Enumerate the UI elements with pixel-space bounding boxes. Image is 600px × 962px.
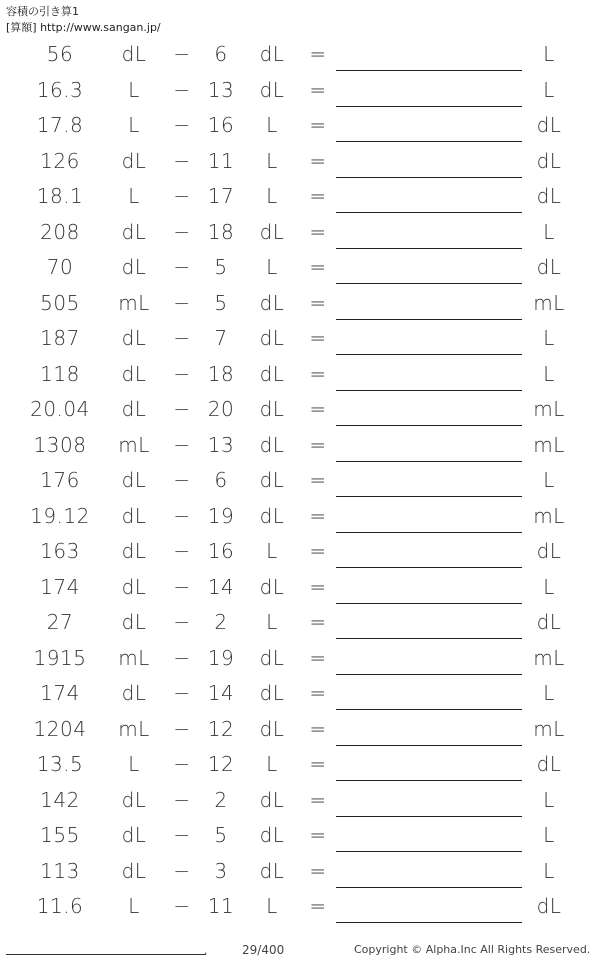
- answer-unit: dL: [536, 894, 562, 918]
- answer-blank[interactable]: [336, 70, 522, 71]
- footer: [0, 940, 600, 962]
- problem-row: [0, 215, 600, 251]
- page-number: 29/400: [242, 943, 285, 957]
- equals-sign: =: [309, 752, 327, 776]
- unit-b: L: [266, 539, 278, 563]
- unit-a: mL: [118, 290, 150, 315]
- problem-row: [0, 499, 600, 535]
- answer-blank[interactable]: [336, 141, 522, 142]
- answer-blank[interactable]: [336, 567, 522, 568]
- minus-sign: −: [173, 184, 191, 208]
- unit-b: dL: [259, 397, 285, 421]
- answer-blank[interactable]: [336, 780, 522, 781]
- value-a: 126: [40, 148, 80, 173]
- value-a: 1308: [33, 432, 87, 457]
- unit-b: dL: [259, 645, 285, 670]
- unit-b: dL: [259, 787, 285, 812]
- answer-unit: L: [543, 787, 555, 812]
- unit-b: dL: [259, 219, 285, 244]
- answer-unit: L: [543, 361, 555, 386]
- value-b: 13: [207, 77, 235, 102]
- problem-row: [0, 357, 600, 393]
- minus-sign: −: [173, 574, 191, 599]
- answer-unit: dL: [536, 539, 562, 563]
- unit-b: dL: [259, 77, 285, 102]
- minus-sign: −: [173, 148, 191, 173]
- answer-blank[interactable]: [336, 851, 522, 852]
- equals-sign: =: [309, 255, 327, 279]
- value-b: 11: [207, 148, 235, 173]
- answer-blank[interactable]: [336, 390, 522, 391]
- unit-a: dL: [121, 539, 147, 563]
- equals-sign: =: [309, 574, 327, 599]
- problem-row: [0, 250, 600, 286]
- worksheet-title: 容積の引き算1: [6, 5, 79, 18]
- equals-sign: =: [309, 184, 327, 208]
- value-b: 7: [214, 326, 228, 350]
- minus-sign: −: [173, 397, 191, 421]
- answer-blank[interactable]: [336, 283, 522, 284]
- unit-a: dL: [121, 681, 147, 705]
- equals-sign: =: [309, 716, 327, 741]
- answer-unit: mL: [533, 645, 565, 670]
- problem-row: [0, 712, 600, 748]
- value-a: 18.1: [36, 184, 84, 208]
- unit-a: dL: [121, 610, 147, 634]
- value-b: 6: [214, 468, 228, 492]
- value-b: 5: [214, 290, 228, 315]
- unit-a: L: [128, 894, 140, 918]
- name-line[interactable]: [6, 954, 206, 955]
- equals-sign: =: [309, 610, 327, 634]
- minus-sign: −: [173, 787, 191, 812]
- unit-a: mL: [118, 432, 150, 457]
- value-b: 19: [207, 645, 235, 670]
- problem-row: [0, 463, 600, 499]
- unit-a: dL: [121, 468, 147, 492]
- value-a: 70: [46, 255, 74, 279]
- unit-a: mL: [118, 645, 150, 670]
- unit-a: dL: [121, 148, 147, 173]
- answer-unit: mL: [533, 290, 565, 315]
- answer-blank[interactable]: [336, 425, 522, 426]
- minus-sign: −: [173, 290, 191, 315]
- minus-sign: −: [173, 894, 191, 918]
- unit-b: dL: [259, 326, 285, 350]
- answer-blank[interactable]: [336, 248, 522, 249]
- value-a: 56: [46, 42, 74, 66]
- answer-blank[interactable]: [336, 603, 522, 604]
- equals-sign: =: [309, 787, 327, 812]
- unit-b: L: [266, 610, 278, 634]
- unit-a: dL: [121, 858, 147, 883]
- answer-unit: dL: [536, 610, 562, 634]
- answer-blank[interactable]: [336, 532, 522, 533]
- answer-blank[interactable]: [336, 461, 522, 462]
- problem-row: [0, 428, 600, 464]
- unit-a: dL: [121, 823, 147, 847]
- equals-sign: =: [309, 148, 327, 173]
- value-a: 187: [40, 326, 80, 350]
- minus-sign: −: [173, 113, 191, 137]
- unit-b: dL: [259, 823, 285, 847]
- value-b: 17: [207, 184, 235, 208]
- problem-row: [0, 747, 600, 783]
- answer-unit: dL: [536, 148, 562, 173]
- answer-blank[interactable]: [336, 887, 522, 888]
- unit-b: L: [266, 894, 278, 918]
- unit-a: dL: [121, 397, 147, 421]
- problem-row: [0, 286, 600, 322]
- unit-a: dL: [121, 219, 147, 244]
- equals-sign: =: [309, 823, 327, 847]
- answer-blank[interactable]: [336, 709, 522, 710]
- problem-row: [0, 889, 600, 925]
- value-b: 16: [207, 113, 235, 137]
- answer-blank[interactable]: [336, 745, 522, 746]
- answer-unit: dL: [536, 752, 562, 776]
- unit-b: L: [266, 113, 278, 137]
- equals-sign: =: [309, 468, 327, 492]
- answer-blank[interactable]: [336, 354, 522, 355]
- problem-row: [0, 534, 600, 570]
- answer-unit: L: [543, 468, 555, 492]
- minus-sign: −: [173, 681, 191, 705]
- minus-sign: −: [173, 468, 191, 492]
- value-a: 16.3: [36, 77, 84, 102]
- equals-sign: =: [309, 894, 327, 918]
- value-a: 208: [40, 219, 80, 244]
- worksheet-source: [算額] http://www.sangan.jp/: [6, 21, 161, 34]
- problem-row: [0, 392, 600, 428]
- problem-row: [0, 179, 600, 215]
- answer-blank[interactable]: [336, 106, 522, 107]
- problem-row: [0, 108, 600, 144]
- value-a: 142: [40, 787, 80, 812]
- answer-unit: L: [543, 326, 555, 350]
- value-a: 176: [40, 468, 80, 492]
- minus-sign: −: [173, 361, 191, 386]
- equals-sign: =: [309, 113, 327, 137]
- value-b: 11: [207, 894, 235, 918]
- value-a: 11.6: [36, 894, 84, 918]
- unit-a: dL: [121, 787, 147, 812]
- equals-sign: =: [309, 326, 327, 350]
- unit-a: dL: [121, 326, 147, 350]
- unit-a: mL: [118, 716, 150, 741]
- answer-unit: mL: [533, 432, 565, 457]
- answer-blank[interactable]: [336, 177, 522, 178]
- problem-row: [0, 570, 600, 606]
- answer-unit: L: [543, 574, 555, 599]
- minus-sign: −: [173, 42, 191, 66]
- unit-a: dL: [121, 574, 147, 599]
- answer-unit: dL: [536, 184, 562, 208]
- value-a: 13.5: [36, 752, 84, 776]
- unit-a: L: [128, 184, 140, 208]
- copyright: Copyright © Alpha.Inc All Rights Reserved.: [354, 943, 591, 956]
- unit-a: L: [128, 113, 140, 137]
- minus-sign: −: [173, 255, 191, 279]
- unit-a: L: [128, 752, 140, 776]
- value-a: 155: [40, 823, 80, 847]
- minus-sign: −: [173, 503, 191, 528]
- value-b: 2: [214, 610, 228, 634]
- value-a: 505: [40, 290, 80, 315]
- value-a: 174: [40, 574, 80, 599]
- unit-a: dL: [121, 503, 147, 528]
- value-b: 6: [214, 42, 228, 66]
- unit-a: L: [128, 77, 140, 102]
- value-b: 14: [207, 574, 235, 599]
- value-a: 17.8: [36, 113, 84, 137]
- minus-sign: −: [173, 77, 191, 102]
- unit-b: L: [266, 752, 278, 776]
- problem-row: [0, 144, 600, 180]
- value-b: 12: [207, 752, 235, 776]
- unit-b: dL: [259, 432, 285, 457]
- unit-b: dL: [259, 681, 285, 705]
- equals-sign: =: [309, 77, 327, 102]
- answer-blank[interactable]: [336, 212, 522, 213]
- value-a: 1915: [33, 645, 87, 670]
- value-b: 18: [207, 361, 235, 386]
- answer-blank[interactable]: [336, 638, 522, 639]
- equals-sign: =: [309, 219, 327, 244]
- problem-row: [0, 783, 600, 819]
- minus-sign: −: [173, 858, 191, 883]
- minus-sign: −: [173, 752, 191, 776]
- answer-unit: dL: [536, 255, 562, 279]
- problem-row: [0, 854, 600, 890]
- answer-unit: L: [543, 77, 555, 102]
- problem-row: [0, 818, 600, 854]
- equals-sign: =: [309, 290, 327, 315]
- answer-unit: mL: [533, 716, 565, 741]
- answer-unit: mL: [533, 397, 565, 421]
- minus-sign: −: [173, 539, 191, 563]
- equals-sign: =: [309, 432, 327, 457]
- value-b: 3: [214, 858, 228, 883]
- answer-unit: L: [543, 858, 555, 883]
- equals-sign: =: [309, 539, 327, 563]
- unit-b: L: [266, 184, 278, 208]
- answer-blank[interactable]: [336, 674, 522, 675]
- unit-b: dL: [259, 361, 285, 386]
- value-b: 5: [214, 255, 228, 279]
- problem-list: [0, 37, 600, 925]
- equals-sign: =: [309, 645, 327, 670]
- minus-sign: −: [173, 823, 191, 847]
- unit-b: dL: [259, 716, 285, 741]
- equals-sign: =: [309, 858, 327, 883]
- unit-b: dL: [259, 42, 285, 66]
- minus-sign: −: [173, 219, 191, 244]
- value-b: 14: [207, 681, 235, 705]
- problem-row: [0, 605, 600, 641]
- value-b: 18: [207, 219, 235, 244]
- minus-sign: −: [173, 432, 191, 457]
- value-b: 12: [207, 716, 235, 741]
- value-b: 5: [214, 823, 228, 847]
- value-b: 2: [214, 787, 228, 812]
- answer-unit: L: [543, 42, 555, 66]
- value-a: 118: [40, 361, 80, 386]
- value-a: 113: [40, 858, 80, 883]
- answer-unit: L: [543, 823, 555, 847]
- equals-sign: =: [309, 681, 327, 705]
- value-b: 16: [207, 539, 235, 563]
- value-a: 20.04: [30, 397, 90, 421]
- answer-unit: L: [543, 681, 555, 705]
- answer-blank[interactable]: [336, 319, 522, 320]
- minus-sign: −: [173, 645, 191, 670]
- equals-sign: =: [309, 503, 327, 528]
- unit-b: L: [266, 148, 278, 173]
- minus-sign: −: [173, 716, 191, 741]
- problem-row: [0, 321, 600, 357]
- value-b: 13: [207, 432, 235, 457]
- unit-a: dL: [121, 361, 147, 386]
- problem-row: [0, 73, 600, 109]
- answer-unit: mL: [533, 503, 565, 528]
- value-a: 19.12: [30, 503, 90, 528]
- answer-unit: L: [543, 219, 555, 244]
- problem-row: [0, 37, 600, 73]
- answer-blank[interactable]: [336, 816, 522, 817]
- equals-sign: =: [309, 361, 327, 386]
- footer-dot: .: [204, 944, 208, 957]
- answer-blank[interactable]: [336, 496, 522, 497]
- minus-sign: −: [173, 610, 191, 634]
- unit-a: dL: [121, 42, 147, 66]
- unit-b: dL: [259, 574, 285, 599]
- value-b: 20: [207, 397, 235, 421]
- minus-sign: −: [173, 326, 191, 350]
- equals-sign: =: [309, 42, 327, 66]
- unit-b: dL: [259, 290, 285, 315]
- unit-b: L: [266, 255, 278, 279]
- answer-unit: dL: [536, 113, 562, 137]
- unit-a: dL: [121, 255, 147, 279]
- problem-row: [0, 641, 600, 677]
- value-a: 27: [46, 610, 74, 634]
- unit-b: dL: [259, 503, 285, 528]
- unit-b: dL: [259, 468, 285, 492]
- value-b: 19: [207, 503, 235, 528]
- worksheet-header: [6, 4, 161, 36]
- equals-sign: =: [309, 397, 327, 421]
- unit-b: dL: [259, 858, 285, 883]
- value-a: 174: [40, 681, 80, 705]
- answer-blank[interactable]: [336, 922, 522, 923]
- value-a: 1204: [33, 716, 87, 741]
- problem-row: [0, 676, 600, 712]
- value-a: 163: [40, 539, 80, 563]
